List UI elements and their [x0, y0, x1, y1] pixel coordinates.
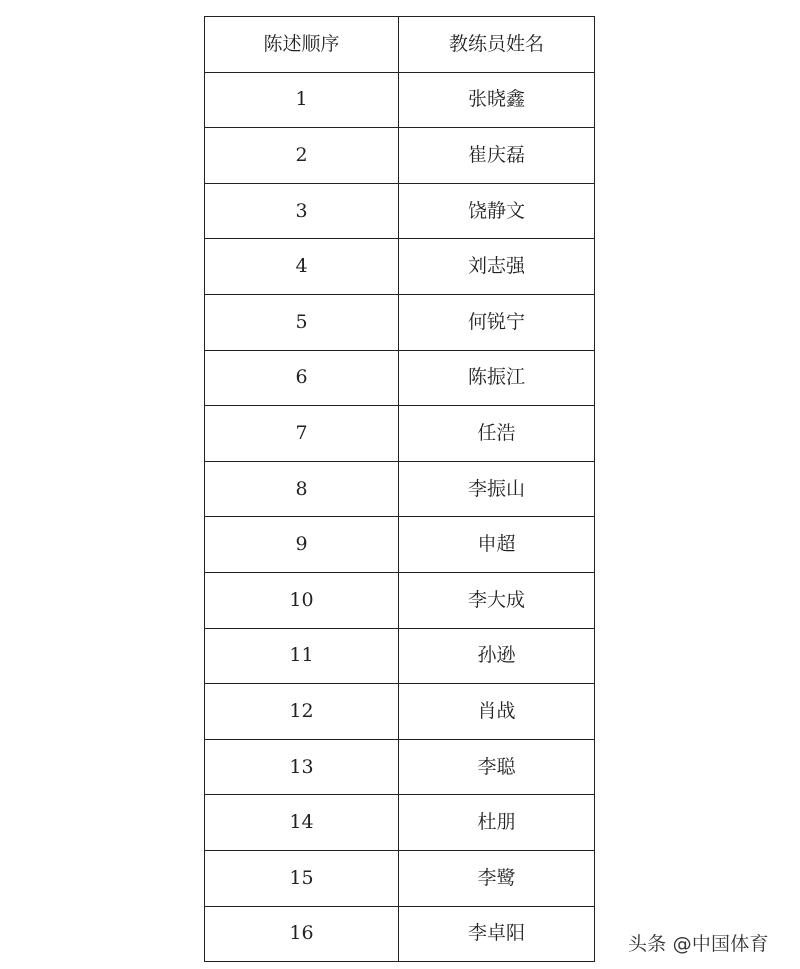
order-cell: 8 — [205, 461, 399, 517]
order-cell: 9 — [205, 517, 399, 573]
order-cell: 5 — [205, 294, 399, 350]
coach-name-cell: 张晓鑫 — [399, 72, 595, 128]
table-row — [205, 128, 595, 184]
order-cell: 14 — [205, 795, 399, 851]
source-watermark: 头条 @中国体育 — [628, 933, 769, 955]
coach-name-cell: 饶静文 — [399, 183, 595, 239]
order-cell: 3 — [205, 183, 399, 239]
order-cell: 4 — [205, 239, 399, 295]
table-row — [205, 795, 595, 851]
header-coach-name: 教练员姓名 — [399, 17, 595, 73]
coach-name-cell: 李振山 — [399, 461, 595, 517]
coach-name-cell: 李卓阳 — [399, 906, 595, 962]
table-row — [205, 517, 595, 573]
coach-name-cell: 肖战 — [399, 684, 595, 740]
header-order: 陈述顺序 — [205, 17, 399, 73]
coach-name-cell: 李大成 — [399, 572, 595, 628]
order-cell: 6 — [205, 350, 399, 406]
order-cell: 1 — [205, 72, 399, 128]
table-header-row — [205, 17, 595, 73]
order-cell: 16 — [205, 906, 399, 962]
table-row — [205, 739, 595, 795]
coach-name-cell: 刘志强 — [399, 239, 595, 295]
coach-name-cell: 陈振江 — [399, 350, 595, 406]
order-cell: 10 — [205, 572, 399, 628]
order-cell: 2 — [205, 128, 399, 184]
order-cell: 11 — [205, 628, 399, 684]
coach-name-cell: 何锐宁 — [399, 294, 595, 350]
table-row — [205, 461, 595, 517]
coach-name-cell: 李鹭 — [399, 850, 595, 906]
table-row — [205, 406, 595, 462]
table-row — [205, 72, 595, 128]
coach-name-cell: 杜朋 — [399, 795, 595, 851]
table-row — [205, 684, 595, 740]
order-cell: 7 — [205, 406, 399, 462]
table-row — [205, 906, 595, 962]
table-row — [205, 183, 595, 239]
order-cell: 13 — [205, 739, 399, 795]
coach-name-cell: 崔庆磊 — [399, 128, 595, 184]
table-row — [205, 850, 595, 906]
order-cell: 12 — [205, 684, 399, 740]
coach-order-table — [204, 16, 595, 962]
coach-name-cell: 李聪 — [399, 739, 595, 795]
order-cell: 15 — [205, 850, 399, 906]
coach-name-cell: 申超 — [399, 517, 595, 573]
table-row — [205, 294, 595, 350]
table-row — [205, 350, 595, 406]
table-row — [205, 239, 595, 295]
table-row — [205, 572, 595, 628]
coach-name-cell: 任浩 — [399, 406, 595, 462]
coach-name-cell: 孙逊 — [399, 628, 595, 684]
table-row — [205, 628, 595, 684]
